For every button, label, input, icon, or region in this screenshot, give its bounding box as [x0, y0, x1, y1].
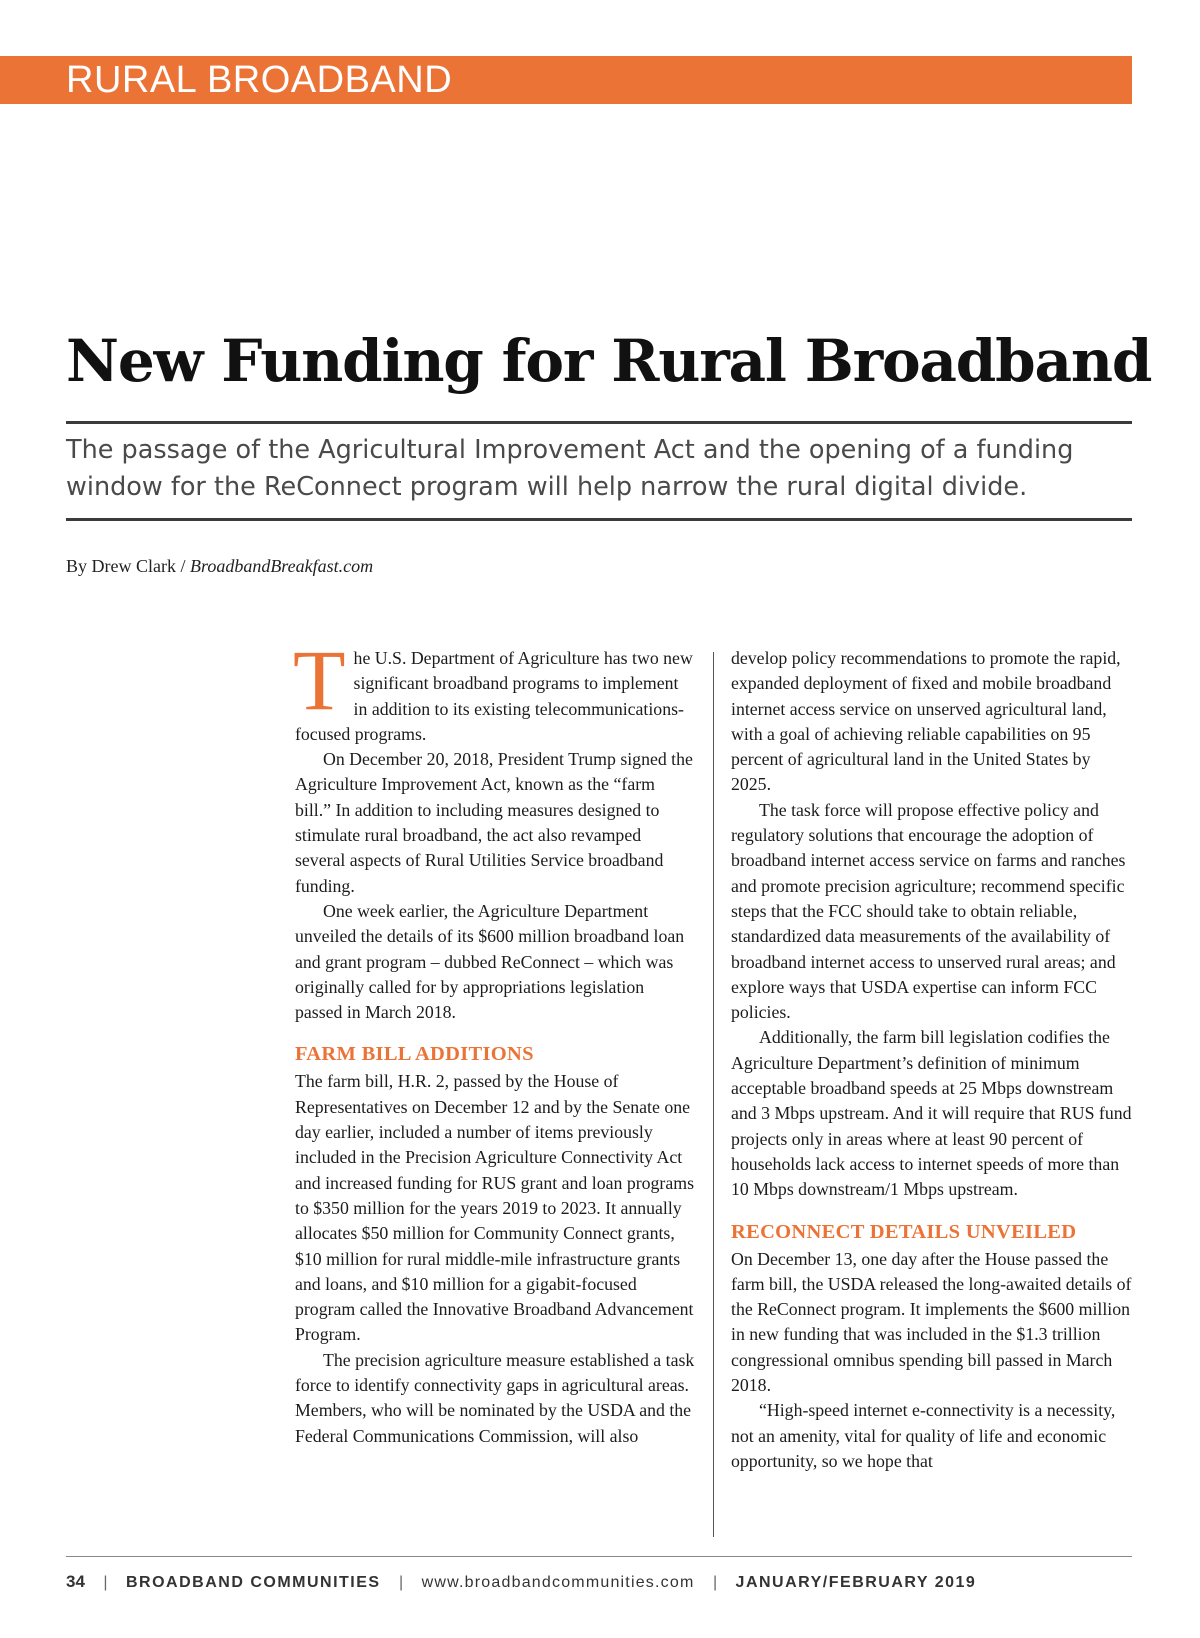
footer-separator: |: [103, 1574, 108, 1591]
publication-url[interactable]: www.broadbandcommunities.com: [421, 1574, 695, 1591]
byline-author: By Drew Clark /: [66, 556, 186, 576]
paragraph: One week earlier, the Agriculture Department unveiled the details of its $600 million broadband loan and grant program – dubbed ReConnect – which was originally called for by appropriations legislation passed in March 2018.: [295, 900, 685, 1023]
drop-cap: T: [293, 632, 346, 728]
paragraph: develop policy recommendations to promote the rapid, expanded deployment of fixed and mobile broadband internet access service on unserved agricultural land, with a goal of achieving reliable capabilities on 95 percent of agricultural land in the United States by 2025.: [731, 648, 1121, 795]
byline-source: BroadbandBreakfast.com: [189, 556, 374, 576]
article-title: New Funding for Rural Broadband: [66, 327, 1152, 395]
paragraph: The farm bill, H.R. 2, passed by the House of Representatives on December 12 and by the Senate one day earlier, included a number of items previously included in the Precision Agriculture Connectivity Act and increased funding for RUS grant and loan programs to $350 million for the years 2019 to 2023. It annually allocates $50 million for Community Connect grants, $10 million for rural middle-mile infrastructure grants and loans, and $10 million for a gigabit-focused program called the Innovative Broadband Advancement Program.: [295, 1071, 694, 1345]
article-deck: The passage of the Agricultural Improvement Act and the opening of a funding window for the ReConnect program will help narrow the rural digital divide.: [66, 435, 1074, 502]
paragraph-text: he U.S. Department of Agriculture has two new significant broadband programs to implement in addition to its existing telecommunications-focused programs.: [295, 648, 693, 744]
paragraph: The precision agriculture measure established a task force to identify connectivity gaps in agricultural areas. Members, who will be nominated by the USDA and the Federal Communications Commission, will also: [295, 1349, 695, 1446]
footer-separator: |: [399, 1574, 404, 1591]
column-divider: [713, 652, 714, 1537]
subhead-farm-bill-additions: FARM BILL ADDITIONS: [295, 1043, 534, 1066]
article-column-left: [293, 632, 695, 1449]
paragraph: The task force will propose effective policy and regulatory solutions that encourage the adoption of broadband internet access service on farms and ranches and promote precision agriculture; recommend specific steps that the FCC should take to obtain reliable, standardized data measurements of the availability of broadband internet access to unserved rural areas; and explore ways that USDA expertise can inform FCC policies.: [731, 799, 1126, 1023]
footer-separator: |: [712, 1574, 718, 1591]
page-number: 34: [66, 1572, 85, 1591]
paragraph: [293, 632, 695, 747]
deck-rule-top: [66, 421, 1132, 424]
page-footer: [66, 1572, 976, 1592]
deck-rule-bottom: [66, 518, 1132, 521]
issue-date: JANUARY/FEBRUARY 2019: [735, 1574, 977, 1591]
publication-name: BROADBAND COMMUNITIES: [125, 1574, 381, 1591]
footer-rule: [66, 1556, 1132, 1557]
subhead-reconnect-details: RECONNECT DETAILS UNVEILED: [731, 1220, 1077, 1243]
paragraph: On December 13, one day after the House passed the farm bill, the USDA released the long-awaited details of the ReConnect program. It implements the $600 million in new funding that was included in the $1.3 trillion congressional omnibus spending bill passed in March 2018.: [731, 1248, 1132, 1396]
paragraph: On December 20, 2018, President Trump signed the Agriculture Improvement Act, known as the “farm bill.” In addition to including measures designed to stimulate rural broadband, the act also revamped several aspects of Rural Utilities Service broadband funding.: [295, 749, 693, 896]
paragraph: Additionally, the farm bill legislation codifies the Agriculture Department’s definition of minimum acceptable broadband speeds at 25 Mbps downstream and 3 Mbps upstream. And it will require that RUS fund projects only in areas where at least 90 percent of households lack access to internet speeds of more than 10 Mbps downstream/1 Mbps upstream.: [731, 1027, 1132, 1200]
article-column-right: [731, 646, 1133, 1474]
section-label: RURAL BROADBAND: [66, 59, 453, 101]
section-banner: [0, 56, 1132, 104]
byline: [66, 556, 373, 577]
paragraph: “High-speed internet e-connectivity is a necessity, not an amenity, vital for quality of life and economic opportunity, so we hope that: [731, 1400, 1116, 1471]
